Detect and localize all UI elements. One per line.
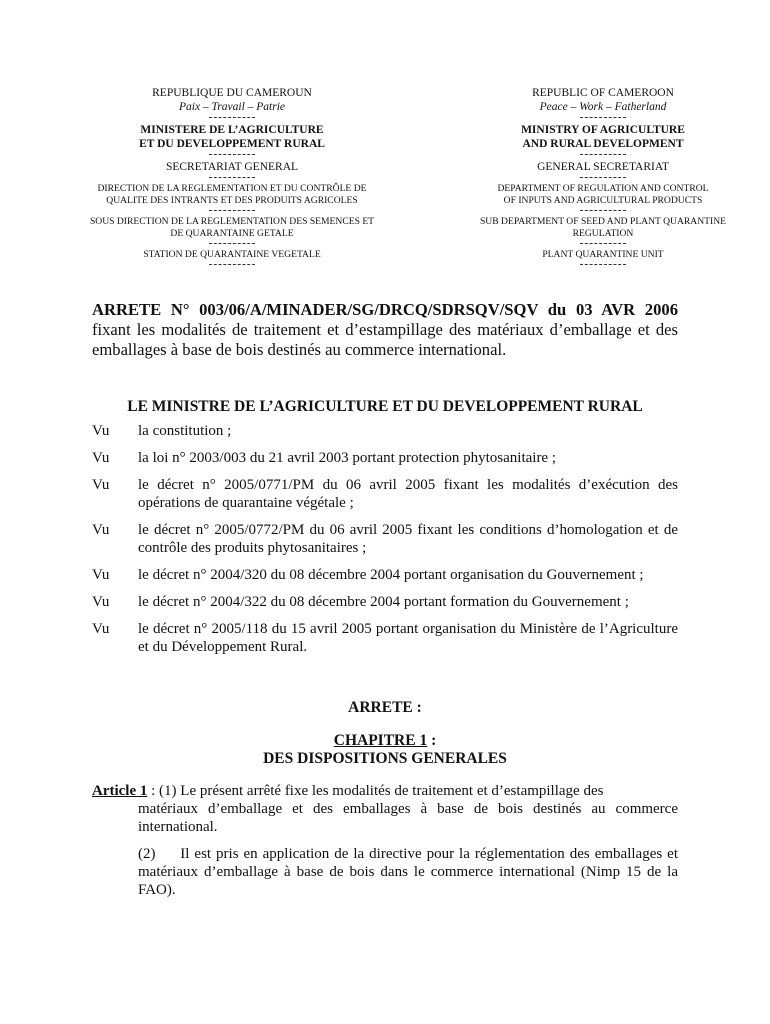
ministry-line2-fr: ET DU DEVELOPPEMENT RURAL xyxy=(139,138,325,150)
subdepartment-line1-en: SUB DEPARTMENT OF SEED AND PLANT QUARANTINE xyxy=(479,216,727,227)
arrete-heading: ARRETE : xyxy=(348,699,422,716)
vu-text: le décret n° 2005/0772/PM du 06 avril 2005 fixant les conditions d’homologation et de contrôle des produits phytosanitaires ; xyxy=(138,522,678,556)
article-1-first-line xyxy=(92,782,678,800)
separator xyxy=(580,264,626,265)
direction-line1-fr: DIRECTION DE LA REGLEMENTATION ET DU CONTRÔLE DE xyxy=(97,183,367,194)
secretariat-fr: SECRETARIAT GENERAL xyxy=(165,161,299,173)
list-item xyxy=(92,449,678,467)
vu-label: Vu xyxy=(92,621,110,637)
vu-text: le décret n° 2005/0771/PM du 06 avril 2005 fixant les modalités d’exécution des opérations de quarantaine végétale ; xyxy=(138,477,678,511)
station-fr: STATION DE QUARANTAINE VEGETALE xyxy=(143,249,321,260)
vu-text: le décret n° 2004/320 du 08 décembre 2004 portant organisation du Gouvernement ; xyxy=(138,567,644,583)
vu-text: la loi n° 2003/003 du 21 avril 2003 portant protection phytosanitaire ; xyxy=(138,450,557,466)
separator xyxy=(209,177,255,178)
separator xyxy=(209,117,255,118)
ministry-line1-fr: MINISTERE DE L’AGRICULTURE xyxy=(140,124,324,136)
vu-label: Vu xyxy=(92,477,110,493)
ministry-line2-en: AND RURAL DEVELOPMENT xyxy=(522,138,684,150)
article-heading: Article 1 xyxy=(92,783,148,799)
vu-text: le décret n° 2005/118 du 15 avril 2005 portant organisation du Ministère de l’Agriculture et du Développement Rural. xyxy=(138,621,678,655)
decree-number: ARRETE N° 003/06/A/MINADER/SG/DRCQ/SDRSQV/SQV du 03 AVR 2006 xyxy=(92,300,678,319)
country-name-fr: REPUBLIQUE DU CAMEROUN xyxy=(152,87,312,99)
chapter-title: DES DISPOSITIONS GENERALES xyxy=(263,750,507,767)
subdepartment-line2-en: REGULATION xyxy=(572,228,634,239)
country-name-en: REPUBLIC OF CAMEROON xyxy=(532,87,674,99)
separator xyxy=(580,177,626,178)
vu-text: la constitution ; xyxy=(138,423,232,439)
vu-label: Vu xyxy=(92,522,110,538)
list-item xyxy=(92,521,678,557)
list-item xyxy=(92,593,678,611)
separator xyxy=(209,243,255,244)
decree-title xyxy=(92,300,678,360)
list-item xyxy=(92,566,678,584)
subdirection-line1-fr: SOUS DIRECTION DE LA REGLEMENTATION DES SEMENCES ET xyxy=(89,216,375,227)
article-1-para1-start: : (1) Le présent arrêté fixe les modalités de traitement et d’estampillage des xyxy=(147,783,604,799)
separator xyxy=(209,210,255,211)
article-1-para1-continuation: matériaux d’emballage et des emballages à base de bois destinés au commerce international. xyxy=(138,801,678,835)
department-line2-en: OF INPUTS AND AGRICULTURAL PRODUCTS xyxy=(503,195,703,206)
article-1-para2: (2) Il est pris en application de la directive pour la réglementation des emballages et matériaux d’emballage à base de bois dans le commerce international (Nimp 15 de la FAO). xyxy=(138,846,678,898)
vu-label: Vu xyxy=(92,567,110,583)
separator xyxy=(580,243,626,244)
direction-line2-fr: QUALITE DES INTRANTS ET DES PRODUITS AGRICOLES xyxy=(106,195,358,206)
subdirection-line2-fr: DE QUARANTAINE GETALE xyxy=(170,228,294,239)
secretariat-en: GENERAL SECRETARIAT xyxy=(537,161,669,173)
motto-en: Peace – Work – Fatherland xyxy=(539,101,667,113)
article-1 xyxy=(92,782,678,836)
separator xyxy=(580,117,626,118)
list-item xyxy=(92,422,678,440)
separator xyxy=(580,154,626,155)
department-line1-en: DEPARTMENT OF REGULATION AND CONTROL xyxy=(497,183,709,194)
header-right-english xyxy=(470,86,736,270)
minister-heading: LE MINISTRE DE L’AGRICULTURE ET DU DEVELOPPEMENT RURAL xyxy=(127,398,643,415)
header-left-french xyxy=(72,86,392,270)
vu-label: Vu xyxy=(92,423,110,439)
vu-text: le décret n° 2004/322 du 08 décembre 2004 portant formation du Gouvernement ; xyxy=(138,594,629,610)
motto-fr: Paix – Travail – Patrie xyxy=(178,101,286,113)
unit-en: PLANT QUARANTINE UNIT xyxy=(542,249,664,260)
separator xyxy=(209,154,255,155)
considerations-list xyxy=(92,422,678,665)
chapter-label-line xyxy=(92,732,678,750)
ministry-line1-en: MINISTRY OF AGRICULTURE xyxy=(521,124,685,136)
chapter-label: CHAPITRE 1 xyxy=(333,732,428,749)
list-item xyxy=(92,476,678,512)
list-item xyxy=(92,620,678,656)
decree-subject: fixant les modalités de traitement et d’estampillage des matériaux d’emballage et des emballages à base de bois destinés au commerce international. xyxy=(92,320,678,359)
separator xyxy=(580,210,626,211)
chapter-heading xyxy=(92,732,678,768)
chapter-suffix: : xyxy=(427,732,437,749)
separator xyxy=(209,264,255,265)
vu-label: Vu xyxy=(92,594,110,610)
vu-label: Vu xyxy=(92,450,110,466)
